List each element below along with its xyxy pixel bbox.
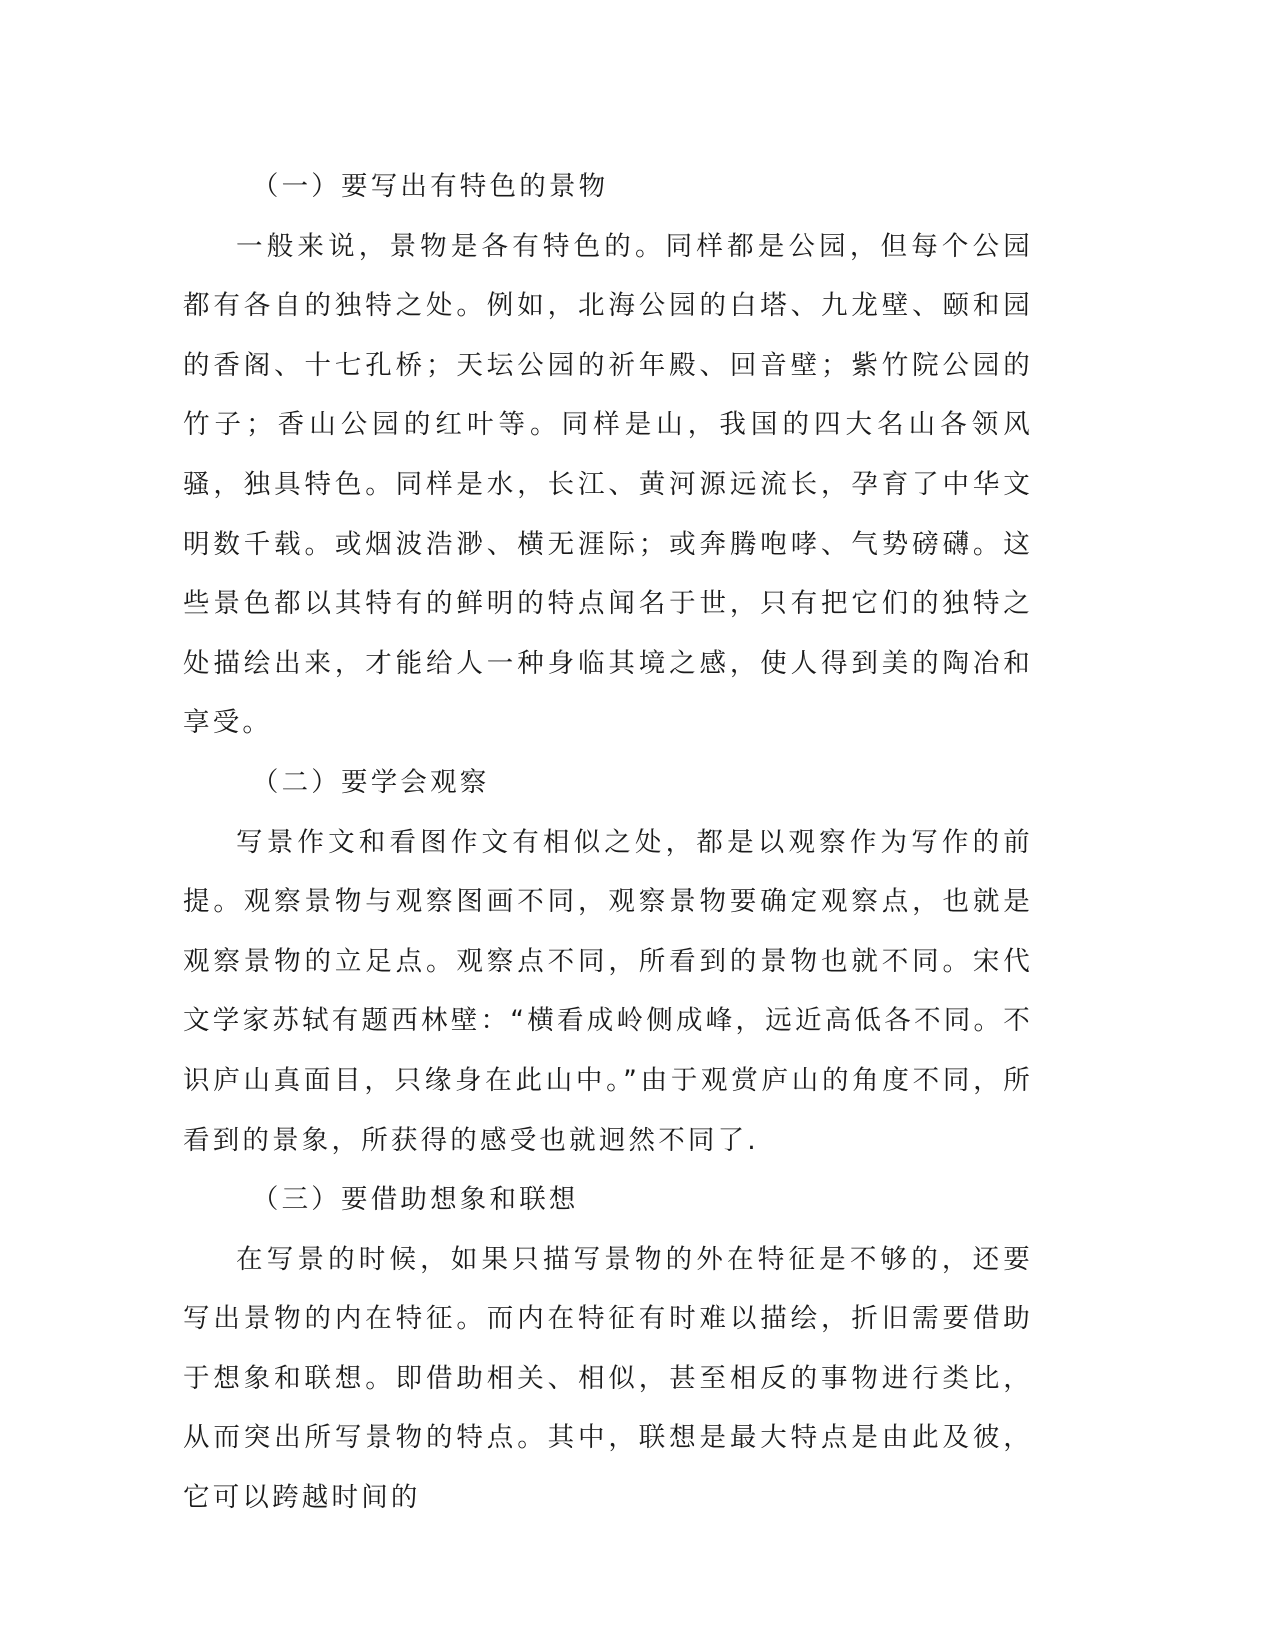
- section-2-paragraph: 写景作文和看图作文有相似之处，都是以观察作为写作的前提。观察景物与观察图画不同，观察景物要确定观察点，也就是观察景物的立足点。观察点不同，所看到的景物也就不同。宋代文学家苏轼有题西林壁：“横看成岭侧成峰，远近高低各不同。不识庐山真面目，只缘身在此山中。”由于观赏庐山的角度不同，所看到的景象，所获得的感受也就迥然不同了.: [183, 826, 1033, 1156]
- section-1-heading: （一）要写出有特色的景物: [251, 171, 609, 202]
- section-3-heading: （三）要借助想象和联想: [251, 1184, 579, 1216]
- document-body: [183, 157, 1033, 1528]
- section-1-paragraph: 一般来说，景物是各有特色的。同样都是公园，但每个公园都有各自的独特之处。例如，北海公园的白塔、九龙壁、颐和园的香阁、十七孔桥；天坛公园的祈年殿、回音壁；紫竹院公园的竹子；香山公园的红叶等。同样是山，我国的四大名山各领风骚，独具特色。同样是水，长江、黄河源远流长，孕育了中华文明数千载。或烟波浩渺、横无涯际；或奔腾咆哮、气势磅礴。这些景色都以其特有的鲜明的特点闻名于世，只有把它们的独特之处描绘出来，才能给人一种身临其境之感，使人得到美的陶冶和享受。: [183, 230, 1033, 739]
- section-3-paragraph: 在写景的时候，如果只描写景物的外在特征是不够的，还要写出景物的内在特征。而内在特征有时难以描绘，折旧需要借助于想象和联想。即借助相关、相似，甚至相反的事物进行类比，从而突出所写景物的特点。其中，联想是最大特点是由此及彼，它可以跨越时间的: [183, 1243, 1033, 1514]
- section-2-heading: （二）要学会观察: [251, 766, 490, 798]
